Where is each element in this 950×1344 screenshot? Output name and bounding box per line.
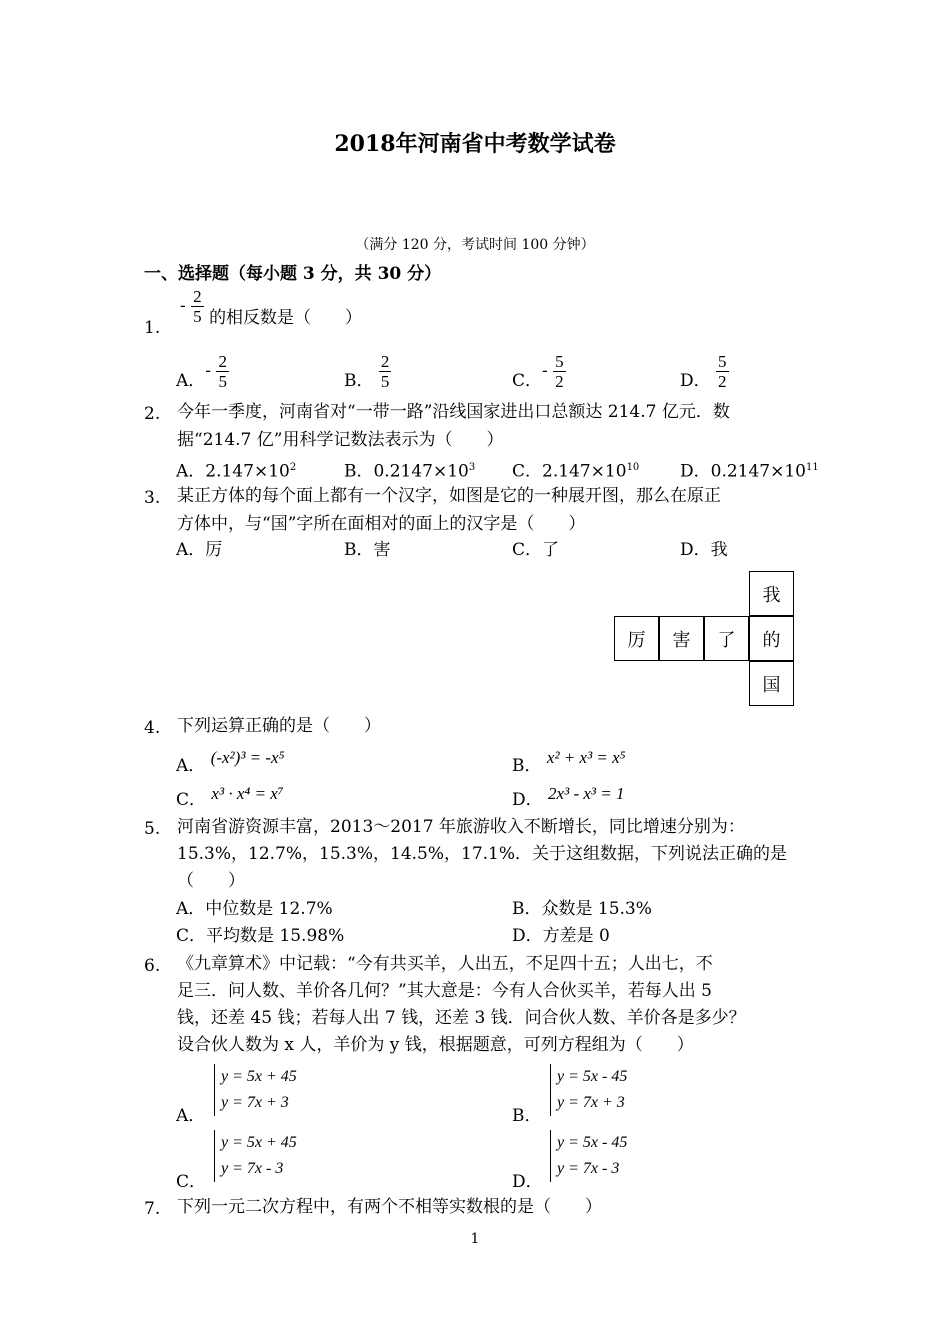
option-d[interactable]: D．$0.2147\times 10^{11}$	[680, 461, 819, 482]
question-number: 7.	[144, 1199, 161, 1219]
question-text: 的相反数是（ ）	[209, 308, 363, 328]
question-text: 下列一元二次方程中，有两个不相等实数根的是（ ）	[177, 1197, 602, 1217]
option-a[interactable]: A．厉	[176, 540, 223, 560]
net-cell: 国	[749, 661, 794, 706]
option-d[interactable]: D． $\frac{5}{2}$	[680, 352, 727, 391]
question-text: 《九章算术》中记载：“今有共买羊，人出五，不足四十五；人出七，不	[177, 954, 713, 974]
math-expression: x² + x³ = x⁵	[546, 748, 626, 767]
option-a[interactable]: A．- $\frac{2}{5}$	[176, 352, 227, 391]
question-number: 5.	[144, 819, 161, 839]
question-text: 河南省游资源丰富，2013～2017 年旅游收入不断增长，同比增速分别为：	[177, 817, 745, 837]
question-number: 6.	[144, 956, 161, 976]
option-c[interactable]: C．- $\frac{5}{2}$	[512, 352, 564, 391]
question-number: 3.	[144, 488, 161, 508]
question-number: 2.	[144, 404, 161, 424]
net-cell: 害	[659, 616, 704, 661]
question-text: 钱，还差 45 钱；若每人出 7 钱，还差 3 钱．问合伙人数、羊价各是多少？	[177, 1008, 746, 1028]
exam-info: （满分 120 分，考试时间 100 分钟）	[355, 237, 595, 253]
question-number: 4.	[144, 718, 161, 738]
question-text: 今年一季度，河南省对“一带一路”沿线国家进出口总额达 214.7 亿元．数	[177, 402, 730, 422]
net-cell: 了	[704, 616, 749, 661]
option-b-system[interactable]: y = 5x - 45 y = 7x + 3	[550, 1064, 627, 1116]
question-text: 方体中，与“国”字所在面相对的面上的汉字是（ ）	[177, 514, 586, 534]
net-cell: 我	[749, 571, 794, 616]
option-d[interactable]: D．方差是 0	[512, 926, 610, 946]
option-a-label[interactable]: A．	[176, 1106, 206, 1126]
option-a[interactable]: A．$2.147\times 10^2$	[176, 461, 297, 482]
question-text: 设合伙人数为 x 人，羊价为 y 钱，根据题意，可列方程组为（ ）	[177, 1035, 694, 1055]
option-c[interactable]: C．平均数是 15.98%	[176, 926, 345, 946]
option-a[interactable]: A．中位数是 12.7%	[176, 899, 333, 919]
option-b[interactable]: B．众数是 15.3%	[512, 899, 652, 919]
page-number: 1	[470, 1231, 480, 1247]
option-b[interactable]: B．$0.2147\times 10^3$	[344, 461, 476, 482]
option-b[interactable]: B． x² + x³ = x⁵	[512, 748, 626, 776]
question-text: 下列运算正确的是（ ）	[177, 716, 381, 736]
option-c-label[interactable]: C．	[176, 1172, 207, 1192]
option-a-system[interactable]: y = 5x + 45 y = 7x + 3	[214, 1064, 297, 1116]
option-b[interactable]: B．害	[344, 540, 391, 560]
question-number: 1.	[144, 318, 161, 338]
option-a[interactable]: A． (-x²)³ = -x⁵	[176, 748, 285, 776]
fraction: $\frac{2}{5}$	[193, 287, 202, 326]
math-expression: 2x³ - x³ = 1	[548, 784, 625, 803]
section-heading: 一、选择题（每小题 3 分，共 30 分）	[144, 264, 442, 284]
option-b-label[interactable]: B．	[512, 1106, 542, 1126]
net-cell: 厉	[614, 616, 659, 661]
math-expression: (-x²)³ = -x⁵	[210, 748, 285, 767]
option-c[interactable]: C． x³ · x⁴ = x⁷	[176, 784, 284, 810]
option-b[interactable]: B． $\frac{2}{5}$	[344, 352, 390, 391]
question-text: 据“214.7 亿”用科学记数法表示为（ ）	[177, 430, 504, 450]
question-text: （ ）	[177, 871, 245, 891]
math-expression: x³ · x⁴ = x⁷	[211, 784, 284, 803]
minus-sign: -	[180, 296, 186, 316]
net-cell: 的	[749, 616, 794, 661]
option-c[interactable]: C．$2.147\times 10^{10}$	[512, 461, 640, 482]
option-d-label[interactable]: D．	[512, 1172, 543, 1192]
option-c[interactable]: C．了	[512, 540, 560, 560]
option-d-system[interactable]: y = 5x - 45 y = 7x - 3	[550, 1130, 627, 1182]
option-d[interactable]: D．我	[680, 540, 728, 560]
question-text: 某正方体的每个面上都有一个汉字，如图是它的一种展开图，那么在原正	[177, 486, 721, 506]
option-c-system[interactable]: y = 5x + 45 y = 7x - 3	[214, 1130, 297, 1182]
question-text: 足三．问人数、羊价各几何？”其大意是：今有人合伙买羊，若每人出 5	[177, 981, 712, 1001]
page-title: 2018年河南省中考数学试卷	[334, 131, 616, 157]
question-text: 15.3%，12.7%，15.3%，14.5%，17.1%．关于这组数据，下列说法正确的是	[177, 844, 788, 864]
option-d[interactable]: D． 2x³ - x³ = 1	[512, 784, 625, 810]
question-stem	[180, 287, 362, 326]
